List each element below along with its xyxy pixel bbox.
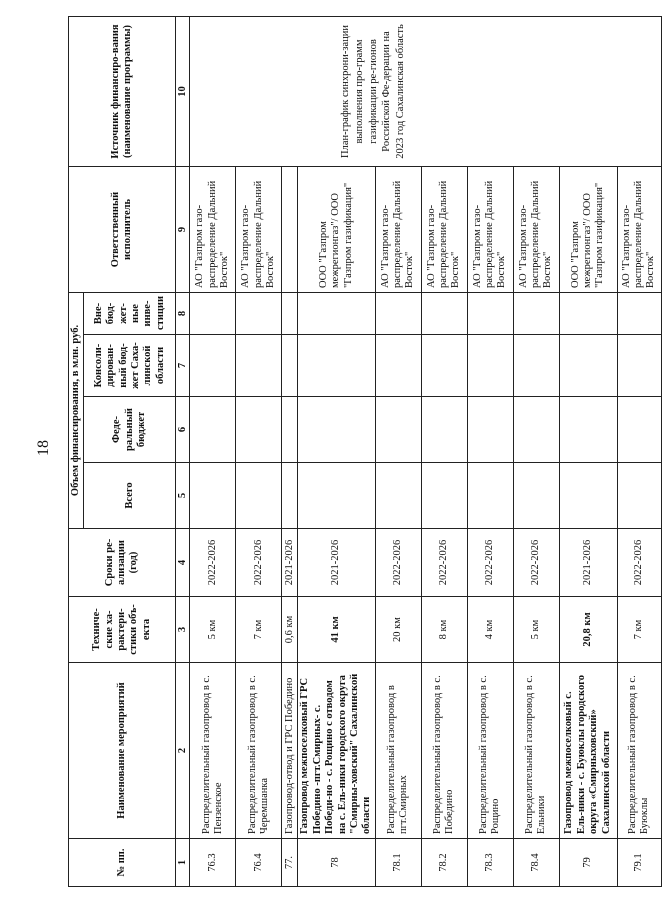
row-period: 2022-2026 [467, 529, 513, 597]
row-num: 77. [282, 839, 298, 887]
row-extra [375, 292, 421, 334]
header-name: Наименование мероприятий [69, 663, 176, 839]
row-name: Распределительный газопровод в пгт.Смирных [375, 663, 421, 839]
row-period: 2022-2026 [236, 529, 282, 597]
row-num: 78 [298, 839, 375, 887]
source-text: План-график синхрони-зации выполнения про-грамм газификации ре-гионов Российской Фе-дерации на 2023 год Сахалинская область [340, 24, 406, 159]
row-federal [282, 397, 298, 463]
row-regional [421, 335, 467, 397]
row-period: 2022-2026 [375, 529, 421, 597]
row-total [282, 463, 298, 529]
row-executor: ООО "Газпром межрегионгаз"/ ООО "Газпром газификация" [298, 166, 375, 292]
row-regional [298, 335, 375, 397]
row-executor: АО "Газпром газо-распределение Дальний Восток" [421, 166, 467, 292]
row-num: 79 [559, 839, 617, 887]
row-executor: АО "Газпром газо-распределение Дальний Восток" [617, 166, 661, 292]
header-num: № пп. [69, 839, 176, 887]
column-number: 8 [176, 292, 190, 334]
column-number: 2 [176, 663, 190, 839]
row-name: Газопровод-отвод и ГРС Победино [282, 663, 298, 839]
column-number: 9 [176, 166, 190, 292]
row-extra [467, 292, 513, 334]
row-federal [375, 397, 421, 463]
row-tech: 41 км [298, 597, 375, 663]
row-total [513, 463, 559, 529]
row-federal [467, 397, 513, 463]
column-number: 1 [176, 839, 190, 887]
row-executor: ООО "Газпром межрегионгаз"/ ООО "Газпром газификация" [559, 166, 617, 292]
row-name: Газопровод межпоселковый ГРС Победино -пгт.Смирных- с. Победи-но - с. Рощино с отводом на с. Ель-ники городского округа "Смирны-ховский" Сахалинской области [298, 663, 375, 839]
row-period: 2022-2026 [190, 529, 236, 597]
row-period: 2021-2026 [559, 529, 617, 597]
row-total [559, 463, 617, 529]
column-number-row [176, 16, 190, 886]
row-executor: АО "Газпром газо-распределение Дальний Восток" [375, 166, 421, 292]
row-period: 2022-2026 [617, 529, 661, 597]
row-num: 78.4 [513, 839, 559, 887]
source-cell [190, 16, 661, 166]
row-regional [190, 335, 236, 397]
column-number: 5 [176, 463, 190, 529]
row-num: 79.1 [617, 839, 661, 887]
row-total [190, 463, 236, 529]
row-regional [513, 335, 559, 397]
row-total [421, 463, 467, 529]
column-number: 10 [176, 16, 190, 166]
row-regional [375, 335, 421, 397]
row-tech: 20,8 км [559, 597, 617, 663]
row-regional [282, 335, 298, 397]
row-extra [282, 292, 298, 334]
row-period: 2022-2026 [513, 529, 559, 597]
row-num: 76.3 [190, 839, 236, 887]
row-federal [421, 397, 467, 463]
column-number: 6 [176, 397, 190, 463]
row-executor: АО "Газпром газо-распределение Дальний Восток" [467, 166, 513, 292]
row-federal [513, 397, 559, 463]
row-executor: АО "Газпром газо-распределение Дальний Восток" [190, 166, 236, 292]
row-executor: АО "Газпром газо-распределение Дальний Восток" [513, 166, 559, 292]
row-name: Распределительный газопровод в с. Буюклы [617, 663, 661, 839]
row-num: 78.1 [375, 839, 421, 887]
row-tech: 7 км [236, 597, 282, 663]
column-number: 4 [176, 529, 190, 597]
row-federal [190, 397, 236, 463]
header-regional: Консоли-дирован-ный бюд-жет Саха-линской области [84, 335, 176, 397]
row-tech: 7 км [617, 597, 661, 663]
row-regional [236, 335, 282, 397]
row-extra [513, 292, 559, 334]
header-executor: Ответственный исполнитель [69, 166, 176, 292]
row-federal [236, 397, 282, 463]
header-volume: Объем финансирования, в млн. руб. [69, 292, 84, 528]
row-extra [190, 292, 236, 334]
row-total [375, 463, 421, 529]
row-regional [559, 335, 617, 397]
row-name: Распределительный газопровод в с. Победино [421, 663, 467, 839]
row-period: 2021-2026 [282, 529, 298, 597]
header-source: Источник финансиро-вания (наименование программы) [69, 16, 176, 166]
row-num: 78.2 [421, 839, 467, 887]
header-total: Всего [84, 463, 176, 529]
row-name: Распределительный газопровод в с. Черемшанка [236, 663, 282, 839]
row-extra [236, 292, 282, 334]
row-period: 2022-2026 [421, 529, 467, 597]
row-executor [282, 166, 298, 292]
header-extra: Вне-бюд-жет-ные инве-стиции [84, 292, 176, 334]
row-federal [559, 397, 617, 463]
header-period: Сроки ре-ализации (год) [69, 529, 176, 597]
row-tech: 5 км [190, 597, 236, 663]
row-name: Газопровод межпоселковый с. Ель-ники - с. Буюклы городского округа «Смирныховский» Сахалинской области [559, 663, 617, 839]
row-period: 2021-2026 [298, 529, 375, 597]
row-tech: 8 км [421, 597, 467, 663]
row-total [467, 463, 513, 529]
row-extra [298, 292, 375, 334]
row-total [298, 463, 375, 529]
row-tech: 5 км [513, 597, 559, 663]
page-number: 18 [35, 440, 52, 456]
header-tech: Техниче-ские ха-рактери-стики объ-екта [69, 597, 176, 663]
row-tech: 20 км [375, 597, 421, 663]
gasification-table [68, 16, 662, 887]
row-name: Распределительный газопровод в с. Ельники [513, 663, 559, 839]
row-tech: 4 км [467, 597, 513, 663]
row-name: Распределительный газопровод в с. Рощино [467, 663, 513, 839]
table-row [190, 16, 236, 886]
row-regional [467, 335, 513, 397]
row-name: Распределительный газопровод в с. Пензенское [190, 663, 236, 839]
row-federal [617, 397, 661, 463]
row-num: 76.4 [236, 839, 282, 887]
row-tech: 0,6 км [282, 597, 298, 663]
row-extra [421, 292, 467, 334]
header-federal: Феде-ральный бюджет [84, 397, 176, 463]
rotated-table-container [68, 17, 657, 887]
row-regional [617, 335, 661, 397]
row-executor: АО "Газпром газо-распределение Дальний Восток" [236, 166, 282, 292]
row-extra [617, 292, 661, 334]
column-number: 3 [176, 597, 190, 663]
row-extra [559, 292, 617, 334]
column-number: 7 [176, 335, 190, 397]
row-num: 78.3 [467, 839, 513, 887]
row-total [617, 463, 661, 529]
row-total [236, 463, 282, 529]
row-federal [298, 397, 375, 463]
